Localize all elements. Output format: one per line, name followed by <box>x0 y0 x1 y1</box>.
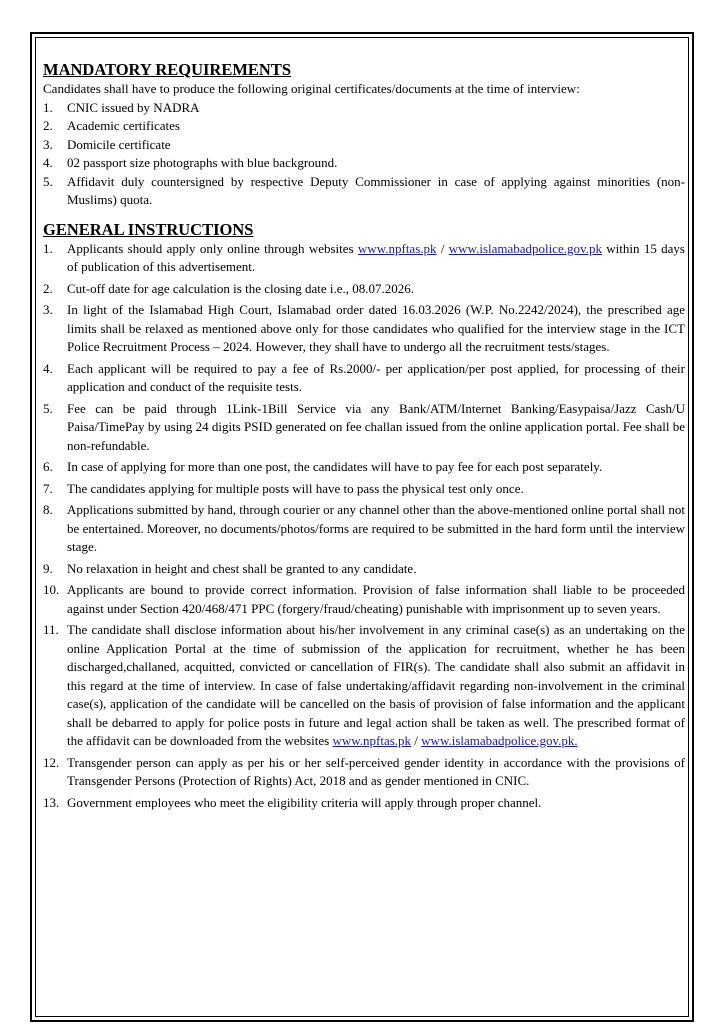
list-item: 4. Each applicant will be required to pay a fee of Rs.2000/- per application/per post applied, for processing of their application and conduct of the requisite tests. <box>43 360 685 394</box>
list-item: 2. Academic certificates <box>43 118 180 133</box>
npftas-link[interactable]: www.npftas.pk <box>332 733 412 748</box>
list-item: 5. Affidavit duly countersigned by respective Deputy Commissioner in case of applying against minorities (non-Muslims) quota. <box>43 173 685 207</box>
npftas-link[interactable]: www.npftas.pk <box>357 240 437 256</box>
list-item: 1. CNIC issued by NADRA <box>43 99 200 115</box>
list-item: 11. The candidate shall disclose information about his/her involvement in any criminal case(s) as an undertaking on the online Application Portal at the time of submission of the application for recruitment, whether he has been discharged,challaned, acquitted, convicted or cancellation of FIR(s). The candidate shall also submit an affidavit in this regard at the time of interview. In case of false undertaking/affidavit regarding non-involvement in the criminal case(s), application of the candidate will be cancelled on the basis of provision of false information and the applicant shall be debarred to apply for police posts in future and legal action shall be taken as well. The prescribed format of the affidavit can be downloaded from the websites www.npftas.pk / www.islamabadpolice.gov.pk. <box>43 622 685 748</box>
list-item: 10. Applicants are bound to provide correct information. Provision of false information shall liable to be proceeded against under Section 420/468/471 PPC (forgery/fraud/cheating) punishable with imprisonment up to seven years. <box>43 582 685 616</box>
list-item: 12. Transgender person can apply as per his or her self-perceived gender identity in accordance with the provisions of Transgender Persons (Protection of Rights) Act, 2018 and as gender mentioned in CNIC. <box>43 754 685 788</box>
mandatory-requirements-heading: MANDATORY REQUIREMENTS <box>43 60 292 79</box>
mandatory-intro: Candidates shall have to produce the following original certificates/documents at the time of interview: <box>43 81 580 96</box>
list-item: 3. In light of the Islamabad High Court, Islamabad order dated 16.03.2026 (W.P. No.2242/2024), the prescribed age limits shall be relaxed as mentioned above only for those candidates who qualified for the interview stage in the ICT Police Recruitment Process – 2024. However, they shall have to undergo all the recruitment tests/stages. <box>43 302 685 354</box>
islamabad-police-link[interactable]: www.islamabadpolice.gov.pk. <box>421 733 578 748</box>
mandatory-list <box>43 99 685 210</box>
document-content <box>43 60 685 815</box>
list-item: 9. No relaxation in height and chest shall be granted to any candidate. <box>43 560 417 576</box>
list-item: 7. The candidates applying for multiple posts will have to pass the physical test only once. <box>43 480 524 496</box>
general-instructions-list <box>43 240 685 813</box>
list-item: 2. Cut-off date for age calculation is the closing date i.e., 08.07.2026. <box>43 280 415 296</box>
list-item: 6. In case of applying for more than one post, the candidates will have to pay fee for each post separately. <box>43 459 603 474</box>
list-item: 4. 02 passport size photographs with blue background. <box>43 155 338 170</box>
list-item: 13. Government employees who meet the eligibility criteria will apply through proper channel. <box>43 794 542 810</box>
general-instructions-heading: GENERAL INSTRUCTIONS <box>43 219 254 239</box>
list-item: 8. Applications submitted by hand, through courier or any channel other than the above-mentioned online portal shall not be entertained. Moreover, no documents/photos/forms are required to be submitted in the hard form until the interview stage. <box>43 502 685 554</box>
islamabad-police-link[interactable]: www.islamabadpolice.gov.pk <box>448 240 602 256</box>
list-item: 5. Fee can be paid through 1Link-1Bill Service via any Bank/ATM/Internet Banking/Easypaisa/Jazz Cash/U Paisa/TimePay by using 24 digits PSID generated on fee challan issued from the online application portal. Fee shall be non-refundable. <box>43 400 685 453</box>
list-item: 3. Domicile certificate <box>43 136 171 152</box>
list-item: 1. Applicants should apply only online through websites www.npftas.pk / www.islamabadpolice.gov.pk within 15 days of publication of this advertisement. <box>43 240 685 274</box>
